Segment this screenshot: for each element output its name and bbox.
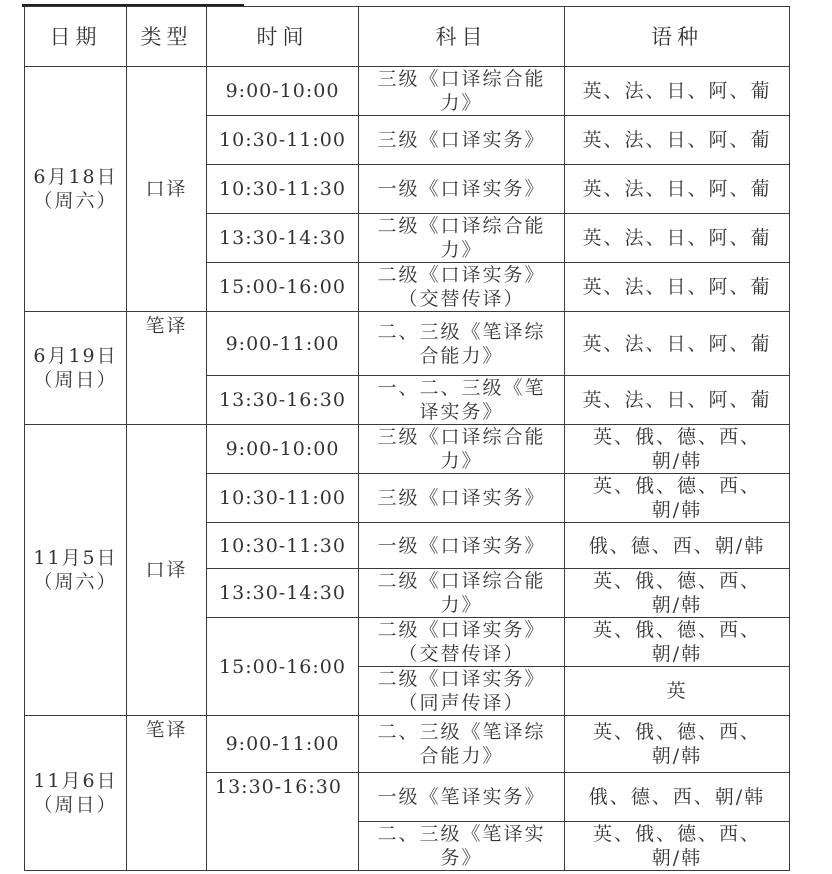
language-cell: 英、法、日、阿、葡 [565, 312, 790, 376]
time-cell: 15:00-16:00 [207, 618, 359, 716]
header-language: 语种 [565, 7, 790, 67]
type-cell: 笔译 [127, 312, 207, 425]
type-cell: 口译 [127, 67, 207, 312]
language-cell: 英、俄、德、西、朝/韩 [565, 822, 790, 871]
time-cell: 9:00-11:00 [207, 716, 359, 773]
subject-cell: 二级《口译实务》（同声传译） [359, 667, 565, 716]
date-cell [25, 67, 127, 312]
language-cell: 俄、德、西、朝/韩 [565, 773, 790, 822]
date-cell [25, 716, 127, 871]
language-cell: 英 [565, 667, 790, 716]
subject-cell: 一、二、三级《笔译实务》 [359, 376, 565, 425]
date-cell [25, 312, 127, 425]
weekday-text: （周六） [33, 571, 118, 593]
subject-cell: 一级《笔译实务》 [359, 773, 565, 822]
weekday-text: （周日） [33, 369, 118, 391]
time-cell: 9:00-10:00 [207, 67, 359, 116]
time-cell: 9:00-11:00 [207, 312, 359, 376]
subject-cell: 二、三级《笔译综合能力》 [359, 716, 565, 773]
time-cell: 13:30-14:30 [207, 214, 359, 263]
date-text: 6月19日 [33, 345, 118, 367]
subject-cell: 二级《口译综合能力》 [359, 214, 565, 263]
weekday-text: （周日） [33, 794, 118, 816]
time-cell: 9:00-10:00 [207, 425, 359, 474]
date-text: 11月6日 [33, 770, 118, 792]
subject-cell: 二级《口译实务》（交替传译） [359, 263, 565, 312]
header-date: 日期 [25, 7, 127, 67]
subject-cell: 三级《口译综合能力》 [359, 425, 565, 474]
time-cell: 15:00-16:00 [207, 263, 359, 312]
subject-cell: 三级《口译实务》 [359, 474, 565, 523]
time-cell: 10:30-11:00 [207, 116, 359, 165]
header-type: 类型 [127, 7, 207, 67]
subject-cell: 二、三级《笔译实务》 [359, 822, 565, 871]
table-row [25, 67, 790, 116]
time-cell: 10:30-11:30 [207, 523, 359, 569]
subject-cell: 二、三级《笔译综合能力》 [359, 312, 565, 376]
table-row [25, 425, 790, 474]
language-cell: 俄、德、西、朝/韩 [565, 523, 790, 569]
language-cell: 英、俄、德、西、朝/韩 [565, 474, 790, 523]
type-cell: 口译 [127, 425, 207, 716]
date-text: 11月5日 [33, 547, 118, 569]
type-cell: 笔译 [127, 716, 207, 871]
time-cell: 10:30-11:00 [207, 474, 359, 523]
header-row [25, 7, 790, 67]
language-cell: 英、俄、德、西、朝/韩 [565, 716, 790, 773]
exam-schedule-table [24, 6, 790, 871]
language-cell: 英、俄、德、西、朝/韩 [565, 618, 790, 667]
time-text: 13:30-16:30 [215, 776, 342, 798]
subject-cell: 一级《口译实务》 [359, 165, 565, 214]
time-cell [207, 773, 359, 871]
time-cell: 10:30-11:30 [207, 165, 359, 214]
language-cell: 英、法、日、阿、葡 [565, 165, 790, 214]
time-cell: 13:30-14:30 [207, 569, 359, 618]
header-subject: 科目 [359, 7, 565, 67]
weekday-text: （周六） [33, 190, 118, 212]
language-cell: 英、法、日、阿、葡 [565, 116, 790, 165]
language-cell: 英、法、日、阿、葡 [565, 263, 790, 312]
date-text: 6月18日 [33, 166, 118, 188]
subject-cell: 二级《口译综合能力》 [359, 569, 565, 618]
language-cell: 英、法、日、阿、葡 [565, 67, 790, 116]
table-row [25, 716, 790, 773]
language-cell: 英、俄、德、西、朝/韩 [565, 425, 790, 474]
subject-cell: 二级《口译实务》（交替传译） [359, 618, 565, 667]
subject-cell: 三级《口译实务》 [359, 116, 565, 165]
table-row [25, 312, 790, 376]
language-cell: 英、法、日、阿、葡 [565, 376, 790, 425]
time-cell: 13:30-16:30 [207, 376, 359, 425]
subject-cell: 一级《口译实务》 [359, 523, 565, 569]
language-cell: 英、法、日、阿、葡 [565, 214, 790, 263]
date-cell [25, 425, 127, 716]
subject-cell: 三级《口译综合能力》 [359, 67, 565, 116]
language-cell: 英、俄、德、西、朝/韩 [565, 569, 790, 618]
header-time: 时间 [207, 7, 359, 67]
